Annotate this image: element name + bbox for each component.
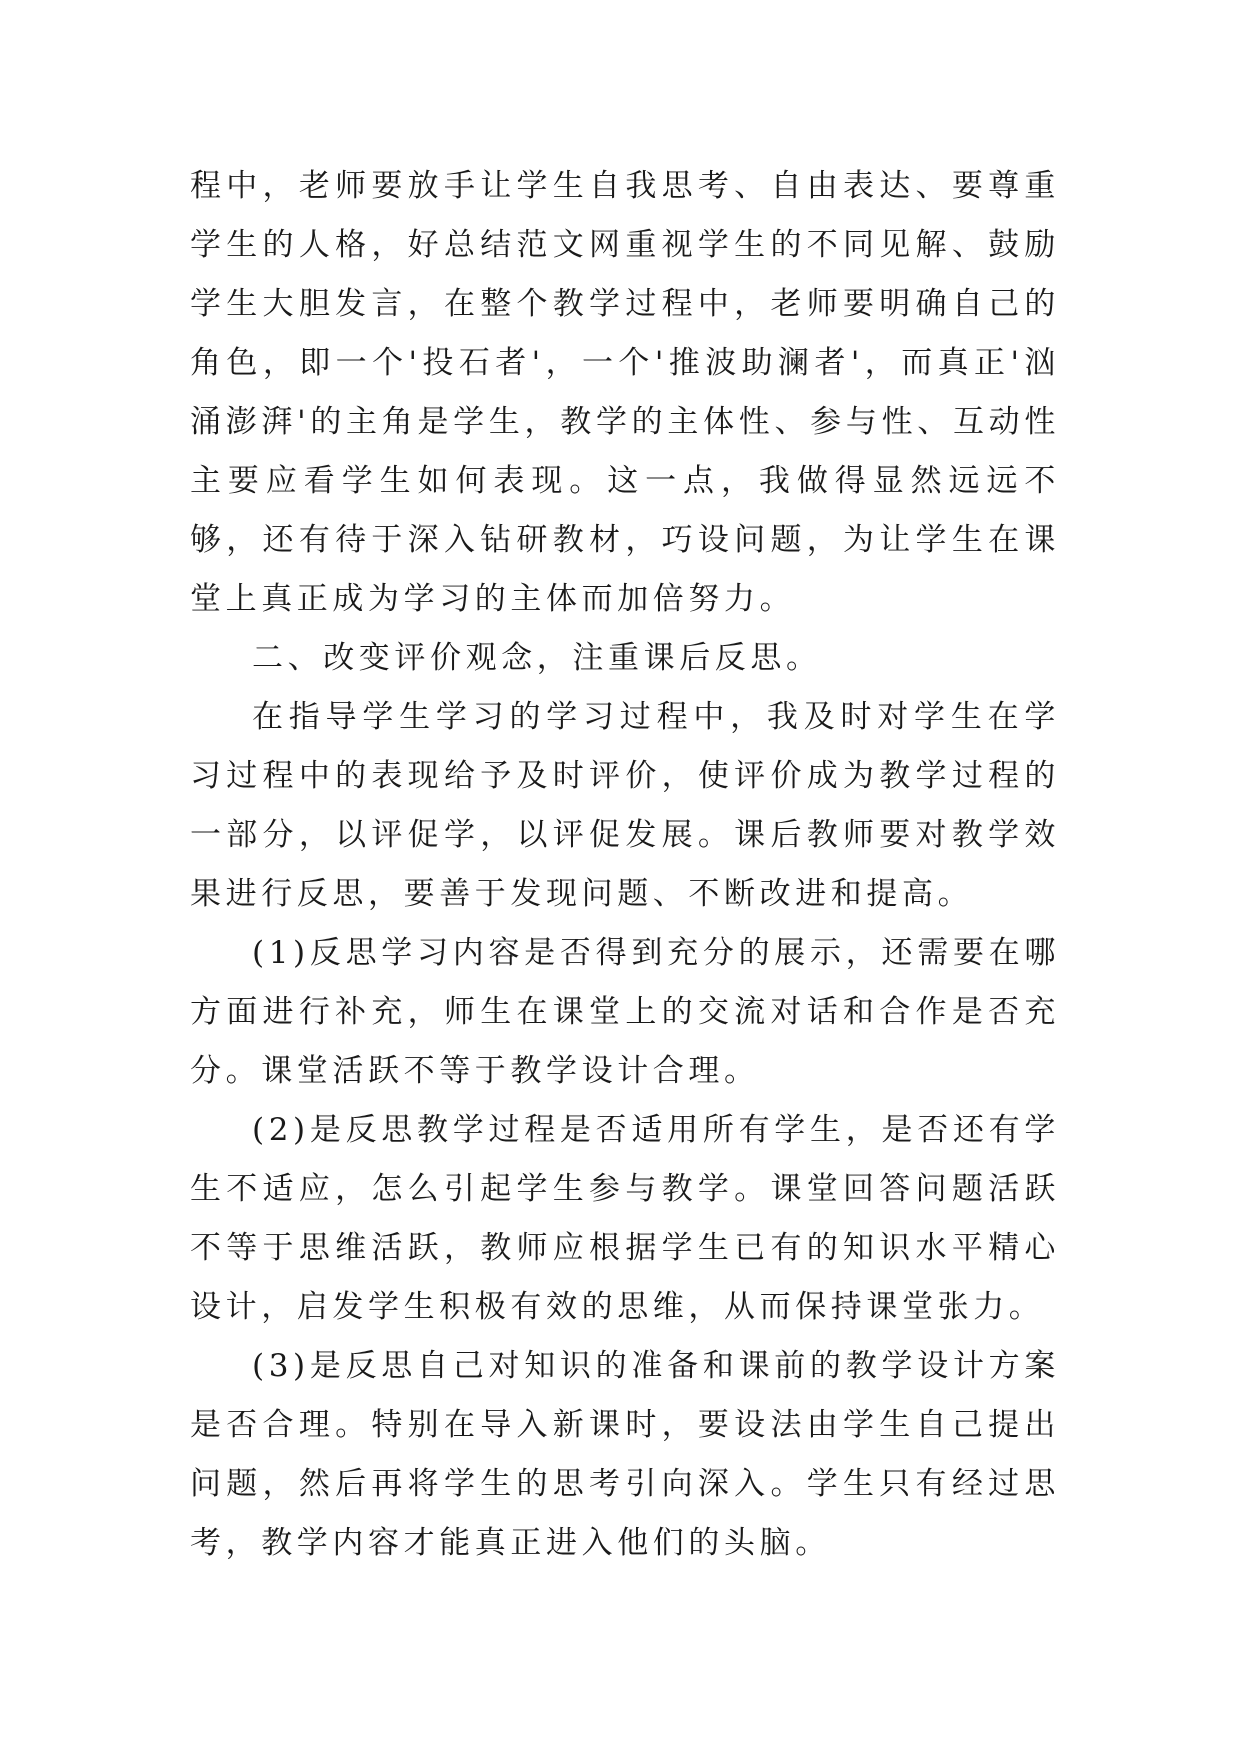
list-item-3: (3)是反思自己对知识的准备和课前的教学设计方案是否合理。特别在导入新课时，要设法由学生自己提出问题，然后再将学生的思考引向深入。学生只有经过思考，教学内容才能真正进入他们的头脑。 (190, 1348, 1060, 1561)
section-heading: 二、改变评价观念，注重课后反思。 (252, 640, 822, 676)
document-body (190, 157, 1060, 1573)
list-item-1: (1)反思学习内容是否得到充分的展示，还需要在哪方面进行补充，师生在课堂上的交流对话和合作是否充分。课堂活跃不等于教学设计合理。 (190, 935, 1060, 1089)
paragraph: 在指导学生学习的学习过程中，我及时对学生在学习过程中的表现给予及时评价，使评价成为教学过程的一部分，以评促学，以评促发展。课后教师要对教学效果进行反思，要善于发现问题、不断改进和提高。 (190, 699, 1060, 912)
list-item-2: (2)是反思教学过程是否适用所有学生，是否还有学生不适应，怎么引起学生参与教学。课堂回答问题活跃不等于思维活跃，教师应根据学生已有的知识水平精心设计，启发学生积极有效的思维，从而保持课堂张力。 (190, 1112, 1060, 1325)
paragraph-continued: 程中，老师要放手让学生自我思考、自由表达、要尊重学生的人格，好总结范文网重视学生的不同见解、鼓励学生大胆发言，在整个教学过程中，老师要明确自己的角色，即一个'投石者'，一个'推波助澜者'，而真正'汹涌澎湃'的主角是学生，教学的主体性、参与性、互动性主要应看学生如何表现。这一点，我做得显然远远不够，还有待于深入钻研教材，巧设问题，为让学生在课堂上真正成为学习的主体而加倍努力。 (190, 168, 1060, 617)
